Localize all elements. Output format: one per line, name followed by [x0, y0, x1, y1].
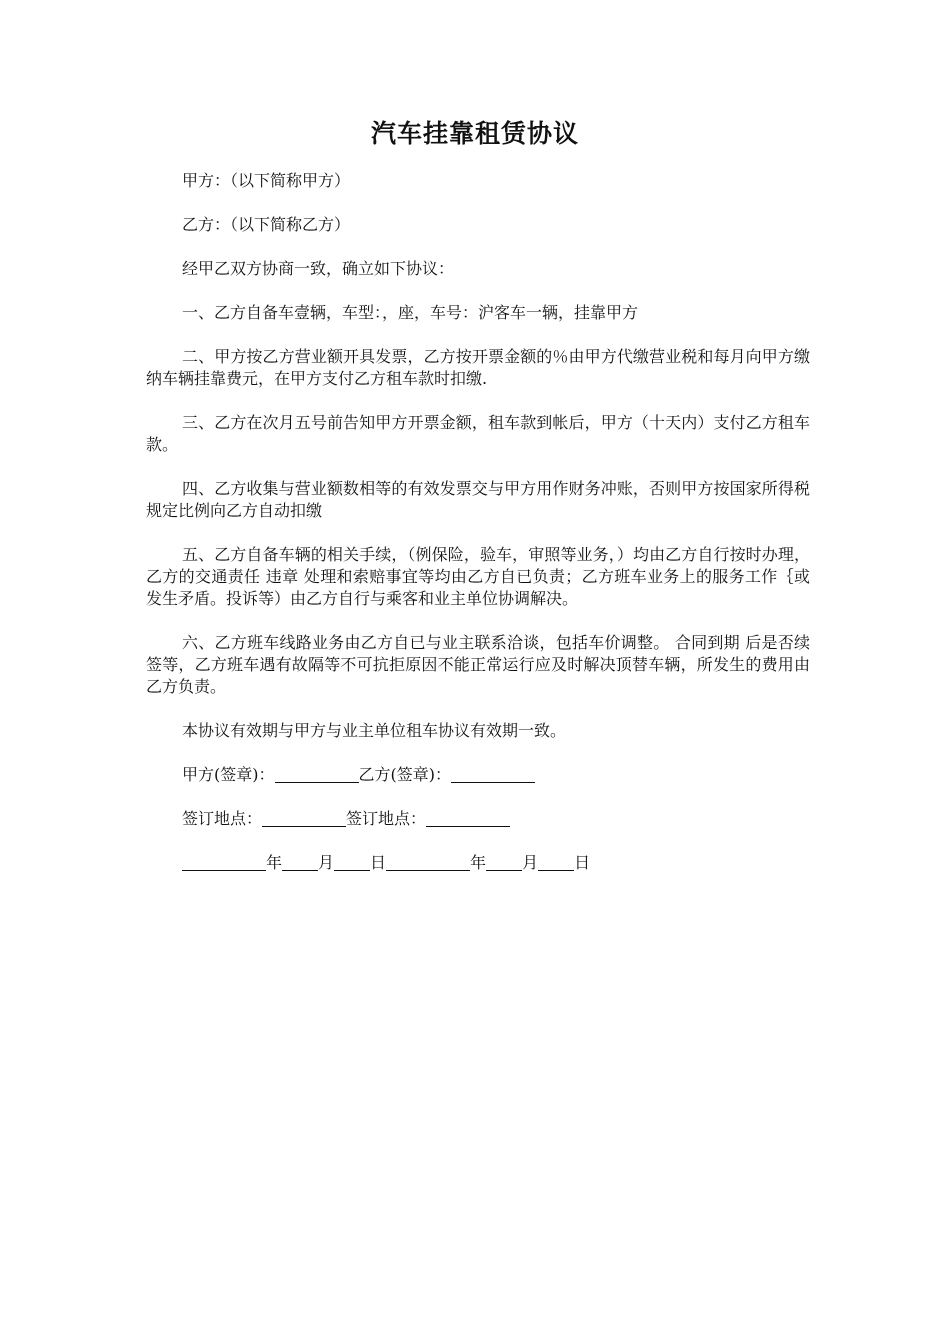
party-a-signature-blank — [275, 766, 359, 783]
clause-3: 三、乙方在次月五号前告知甲方开票金额，租车款到帐后，甲方（十天内）支付乙方租车款。 — [146, 413, 810, 454]
clause-2: 二、甲方按乙方营业额开具发票，乙方按开票金额的％由甲方代缴营业税和每月向甲方缴纳车辆挂靠费元，在甲方支付乙方租车款时扣缴. — [146, 347, 810, 388]
validity-line: 本协议有效期与甲方与业主单位租车协议有效期一致。 — [182, 721, 567, 740]
party-a-line: 甲方：（以下简称甲方） — [182, 171, 351, 190]
date-line — [146, 852, 810, 874]
clause-1: 一、乙方自备车壹辆，车型：，座，车号：沪客车一辆，挂靠甲方 — [182, 303, 639, 322]
party-b-signature-label: 乙方(签章)： — [358, 765, 451, 784]
day-label-a: 日 — [370, 853, 387, 872]
month-blank-b — [486, 854, 522, 871]
day-blank-a — [334, 854, 370, 871]
year-label-b: 年 — [470, 853, 487, 872]
party-b-signature-blank — [451, 766, 535, 783]
day-label-b: 日 — [574, 853, 591, 872]
place-line — [146, 808, 810, 830]
year-label-a: 年 — [266, 853, 283, 872]
place-label-b: 签订地点： — [346, 809, 427, 828]
clause-4: 四、乙方收集与营业额数相等的有效发票交与甲方用作财务冲账，否则甲方按国家所得税规定比例向乙方自动扣缴 — [146, 479, 810, 520]
day-blank-b — [538, 854, 574, 871]
document-body — [146, 170, 810, 896]
signature-line — [146, 764, 810, 786]
document-title: 汽车挂靠租赁协议 — [370, 119, 579, 148]
place-label-a: 签订地点： — [182, 809, 263, 828]
month-label-b: 月 — [522, 853, 539, 872]
place-blank-b — [426, 810, 510, 827]
party-a-signature-label: 甲方(签章)： — [182, 765, 275, 784]
party-b-line: 乙方：（以下简称乙方） — [182, 215, 351, 234]
clause-6: 六、乙方班车线路业务由乙方自已与业主联系洽谈，包括车价调整。 合同到期 后是否续签等，乙方班车遇有故隔等不可抗拒原因不能正常运行应及时解决顶替车辆，所发生的费用由乙方负责。 — [146, 633, 810, 696]
year-blank-b — [386, 854, 470, 871]
clause-5: 五、乙方自备车辆的相关手续，（例保险，验车，审照等业务，）均由乙方自行按时办理，乙方的交通责任 违章 处理和索赔事宜等均由乙方自已负责；乙方班车业务上的服务工作｛或发生矛盾。投诉等）由乙方自行与乘客和业主单位协调解决。 — [146, 545, 810, 608]
year-blank-a — [182, 854, 266, 871]
month-blank-a — [282, 854, 318, 871]
intro-line: 经甲乙双方协商一致，确立如下协议： — [182, 259, 455, 278]
month-label-a: 月 — [318, 853, 335, 872]
place-blank-a — [262, 810, 346, 827]
